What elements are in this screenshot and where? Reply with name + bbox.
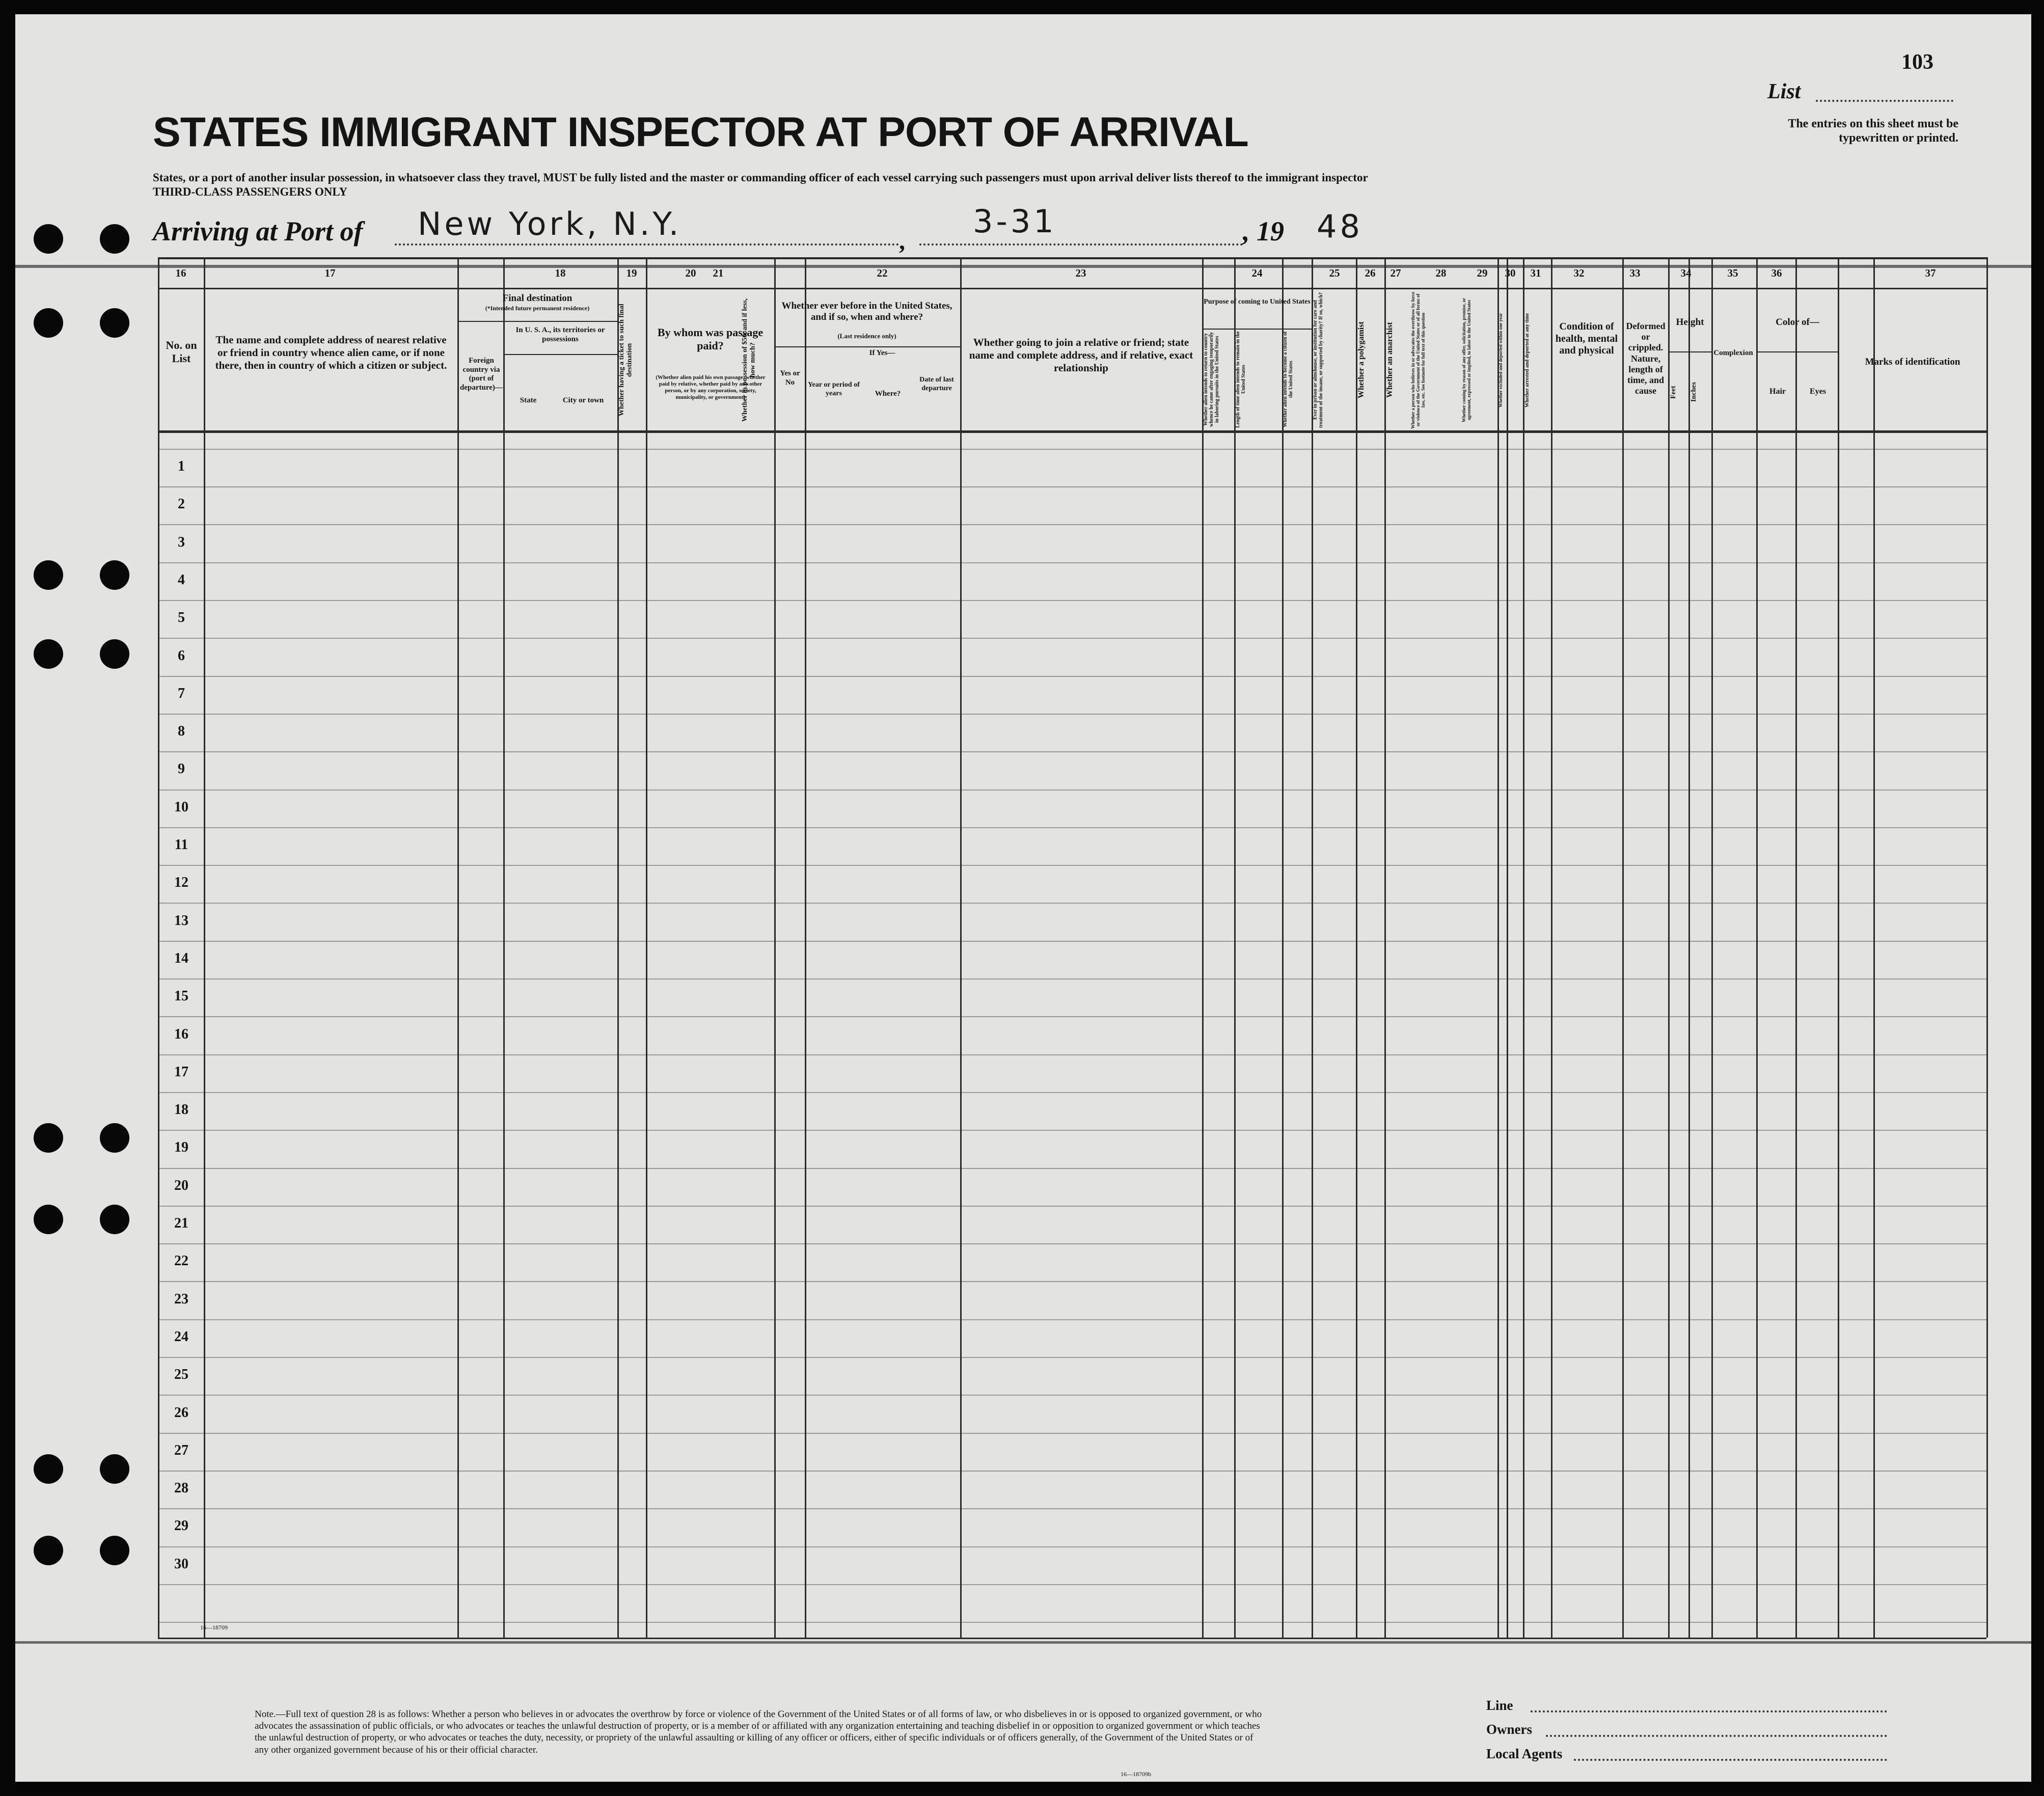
date-handwritten: 3-31	[973, 203, 1057, 240]
column-number-29: 29	[1477, 267, 1488, 279]
row-number: 30	[174, 1556, 188, 1572]
punch-hole	[34, 1454, 63, 1484]
column-number-17: 17	[324, 267, 336, 279]
class-note: THIRD-CLASS PASSENGERS ONLY	[153, 185, 348, 198]
subheader-rule	[458, 321, 617, 322]
table-row[interactable]	[205, 450, 1986, 485]
table-row[interactable]	[205, 677, 1986, 713]
header-last-residence: (Last residence only)	[837, 332, 896, 340]
column-number-28: 28	[1435, 267, 1447, 279]
header-return-intent: Whether alien intends to return to country whence he came after engaging temporarily in laboring pursuits in the United States	[1203, 332, 1220, 427]
header-final-destination-note: (*Intended future permanent residence)	[485, 305, 590, 312]
table-row[interactable]	[205, 601, 1986, 637]
header-foreign-country: Foreign country via (port of departure)—	[460, 357, 503, 392]
row-number: 17	[174, 1064, 188, 1080]
owners-field[interactable]	[1546, 1735, 1887, 1737]
header-color-of: Color of—	[1776, 317, 1819, 328]
column-number-35: 35	[1727, 267, 1738, 279]
row-number: 25	[174, 1367, 188, 1383]
table-row[interactable]	[205, 715, 1986, 750]
row-number: 26	[174, 1404, 188, 1421]
form-code: 16—18709	[200, 1624, 228, 1631]
punch-hole	[100, 639, 129, 669]
date-line	[919, 243, 1243, 246]
row-number: 29	[174, 1518, 188, 1534]
column-number-21: 21	[713, 267, 724, 279]
page-number: 103	[1901, 50, 1933, 74]
punch-hole	[100, 1536, 129, 1565]
header-ever-before-in-us: Whether ever before in the United States, and if so, when and where?	[781, 301, 952, 323]
row-number: 15	[174, 988, 188, 1004]
form-code-2: 16—18709b	[1121, 1771, 1151, 1778]
row-number: 7	[178, 685, 185, 701]
header-eyes: Eyes	[1810, 387, 1826, 396]
list-label: List	[1767, 80, 1801, 103]
column-number-33: 33	[1629, 267, 1641, 279]
table-row[interactable]	[205, 904, 1986, 939]
header-ticket: Whether having a ticket to such final destination	[618, 304, 634, 417]
row-number: 21	[174, 1215, 188, 1231]
table-row[interactable]	[205, 1055, 1986, 1091]
port-line	[395, 243, 899, 246]
table-row[interactable]	[205, 1131, 1986, 1166]
header-final-destination: Final destination	[502, 293, 573, 304]
row-number: 24	[174, 1328, 188, 1345]
header-if-yes: If Yes—	[869, 349, 895, 357]
local-agents-field-label: Local Agents	[1486, 1746, 1563, 1761]
header-feet: Feet	[1670, 386, 1677, 399]
row-number: 9	[178, 761, 185, 777]
table-row[interactable]	[205, 752, 1986, 788]
header-height: Height	[1676, 317, 1704, 328]
header-passage-paid-note: (Whether alien paid his own passage, whether paid by relative, whether paid by any other person, or by any corporation, society, municipality, or government)	[656, 374, 766, 400]
local-agents-field[interactable]	[1574, 1759, 1887, 1761]
header-yes-or-no: Yes or No	[780, 369, 800, 387]
header-where: Where?	[875, 390, 901, 398]
line-field-label: Line	[1486, 1698, 1513, 1713]
row-number: 6	[178, 647, 185, 664]
column-number-20: 20	[685, 267, 696, 279]
punch-hole	[100, 308, 129, 338]
column-number-31: 31	[1530, 267, 1541, 279]
column-number-37: 37	[1925, 267, 1936, 279]
column-rule	[158, 257, 159, 1638]
year-handwritten: 48	[1317, 208, 1363, 245]
header-fifty-dollars: Whether in possession of $50, and if less, how much?	[741, 298, 757, 422]
header-going-to-join: Whether going to join a relative or friend; state name and complete address, and if relative, exact relationship	[969, 336, 1193, 374]
row-number: 14	[174, 950, 188, 966]
punch-hole	[34, 560, 63, 590]
header-polygamist: Whether a polygamist	[1357, 321, 1366, 399]
table-row[interactable]	[205, 1472, 1986, 1507]
header-marks-of-identification: Marks of identification	[1865, 357, 1960, 367]
year-prefix: , 19	[1243, 216, 1284, 247]
table-row[interactable]	[205, 487, 1986, 523]
table-rule	[158, 1638, 1986, 1639]
table-row[interactable]	[205, 791, 1986, 826]
row-number: 23	[174, 1291, 188, 1307]
header-excluded-deported: Whether excluded and deported within one year	[1498, 313, 1503, 407]
header-inches: Inches	[1690, 382, 1698, 402]
row-number: 1	[178, 458, 185, 474]
table-row[interactable]	[205, 1282, 1986, 1318]
row-number: 18	[174, 1102, 188, 1118]
port-handwritten: New York, N.Y.	[418, 205, 682, 242]
column-rule	[1986, 257, 1988, 1638]
punch-hole	[100, 1205, 129, 1234]
column-number-22: 22	[877, 267, 888, 279]
subheader-rule	[1756, 351, 1838, 352]
column-number-30: 30	[1505, 267, 1516, 279]
column-number-34: 34	[1680, 267, 1692, 279]
header-nearest-relative: The name and complete address of nearest relative or friend in country whence alien came, or if none there, then in country of which a citizen or subject.	[215, 334, 447, 371]
column-number-24: 24	[1251, 267, 1263, 279]
punch-hole	[100, 224, 129, 254]
arriving-label: Arriving at Port of	[153, 216, 363, 247]
row-number: 27	[174, 1442, 188, 1458]
table-row[interactable]	[205, 979, 1986, 1015]
row-number: 2	[178, 496, 185, 512]
subheader-rule	[1668, 351, 1711, 352]
line-field[interactable]	[1531, 1710, 1887, 1712]
header-in-usa: In U. S. A., its territories or possessions	[515, 326, 605, 343]
table-row[interactable]	[205, 1093, 1986, 1129]
column-number-18: 18	[555, 267, 566, 279]
punch-hole	[34, 639, 63, 669]
table-row[interactable]	[205, 639, 1986, 674]
table-row[interactable]	[205, 563, 1986, 599]
row-number: 10	[174, 799, 188, 815]
row-number: 28	[174, 1480, 188, 1496]
column-number-16: 16	[175, 267, 186, 279]
table-row[interactable]	[205, 942, 1986, 977]
punch-hole	[100, 560, 129, 590]
table-row[interactable]	[205, 866, 1986, 902]
column-number-27: 27	[1390, 267, 1401, 279]
punch-hole	[34, 308, 63, 338]
row-number: 20	[174, 1177, 188, 1193]
punch-hole	[100, 1123, 129, 1153]
table-row[interactable]	[205, 1547, 1986, 1583]
row-number: 16	[174, 1026, 188, 1042]
header-deformed: Deformed or crippled. Nature, length of time, and cause	[1626, 321, 1666, 396]
table-row[interactable]	[205, 1358, 1986, 1394]
header-passage-paid: By whom was passage paid?	[657, 326, 764, 352]
punch-hole	[34, 1536, 63, 1565]
header-no-on-list: No. on List	[166, 339, 197, 365]
header-state: State	[520, 396, 537, 404]
row-number: 19	[174, 1139, 188, 1156]
header-purpose: Purpose of coming to United States	[1204, 298, 1311, 306]
punch-hole	[34, 224, 63, 254]
header-hair: Hair	[1769, 387, 1786, 396]
header-citizen-intent: Whether alien intends to become a citizen of the United States	[1283, 331, 1294, 428]
list-number-line	[1816, 100, 1953, 102]
manifest-sheet: 103 List The entries on this sheet must be typewritten or printed. STATES IMMIGRANT INSPECTOR AT PORT OF ARRIVAL States, or a port of another insular possession, in whatsoever class they travel, MUST be fully listed and the master or commanding officer of each vessel carrying such passengers must upon arrival deliver lists thereof to the immigrant inspector THIRD-CLASS PASSENGERS ONLY Arriving at Port of New York, N.Y. , 3-31 , 19 48 16 17 18 19 20 21 22 23 24 25 26 27 28 29 30 31 32 33 34 35 36 37 No. on List The name and complete address of nearest relative or friend in country whence alien came, or if none there, then in country of which a citizen or subject. Final destination (*Intended future permanent residence) Foreign country via (port of departure)— In U. S. A., its territories or possessions State City or town By whom was passage paid? (Whether alien paid his own passage, whether paid by relative, whether paid by any other person, or by any corporation, society, municipality, or government) Whether ever before in the United States, and if so, when and where? (Last residence only) Yes or No If Yes— Year or period of years Where? Date of last departure Whether going to join a relative or friend; state name and complete address, and if relative, exact relationship Purpose of coming to United States Condition of health, mental and physical Deformed or crippled. Nature, length of time, and cause Height Complexion Color of— Hair Eyes Marks of identification Whether having a ticket to such final destination Whether in possession of $50, and if less, how much? Whether alien intends to return to country whence he came after engaging temporarily in laboring pursuits in the United States Length of time alien intends to remain in the United States Whether alien intends to become a citizen of the United States Ever in prison or almshouse, or institution for care and treatment of the insane, or supported by charity? If so, which? Whether a polygamist Whether an anarchist Whether a person who believes in or advocates the overthrow by force or violence of the Government of the United States or of all forms of law, etc. See footnote for full text of this question Whether coming by reason of any offer, solicitation, promise, or agreement, expressed or implied, to labor in the United States Whether excluded and deported within one year Whether arrested and deported at any time Feet Inches 1 2 3 4 5 6 7 8 9 10 11 12 13 14 15 16 17 18 19 20 21 22 23 24 25 26 27 28 29 30 16—18709 Note.—Full text of question 28 is as follows: Whether a person who believes in or advocates the overthrow by force or violence of the Government of the United States or of all forms of law, or who disbelieves in or is opposed to organized government, or who advocates the assassination of public officials, or who advocates or teaches the unlawful destruction of property, or is a member of or affiliated with any organization entertaining and teaching disbelief in or opposition to organized government or which teaches the unlawful destruction of property, or who advocates or teaches the duty, necessity, or propriety of the unlawful assaulting or killing of any officer or officers, either of specific individuals or of officers generally, of the Government of the United States or of any other organized government because of his or their official character. 16—18709b Line Owners Local Agents	[15, 14, 2031, 1782]
header-prison-almshouse: Ever in prison or almshouse, or institution for care and treatment of the insane, or supported by charity? If so, which?	[1313, 292, 1324, 428]
table-row[interactable]	[205, 1509, 1986, 1545]
header-length-of-stay: Length of time alien intends to remain in the United States	[1235, 331, 1246, 428]
punch-hole	[100, 1454, 129, 1484]
header-arrested-deported: Whether arrested and deported at any time	[1524, 313, 1530, 407]
header-labor-offer: Whether coming by reason of any offer, solicitation, promise, or agreement, expressed or implied, to labor in the United States	[1461, 297, 1471, 423]
row-number: 12	[174, 875, 188, 891]
row-number: 3	[178, 534, 185, 550]
subheader-rule	[774, 346, 960, 347]
column-number-19: 19	[626, 267, 637, 279]
table-row[interactable]	[205, 1169, 1986, 1205]
footer-divider	[15, 1641, 2031, 1644]
header-city-or-town: City or town	[562, 396, 604, 404]
typewritten-instruction: The entries on this sheet must be typewritten or printed.	[1788, 117, 1958, 145]
column-number-23: 23	[1075, 267, 1086, 279]
table-row[interactable]	[205, 1320, 1986, 1356]
header-date-last-departure: Date of last departure	[919, 376, 954, 392]
column-number-32: 32	[1573, 267, 1585, 279]
footnote-question-28: Note.—Full text of question 28 is as follows: Whether a person who believes in or advocates the overthrow by force or violence of the Government of the United States or of all forms of law, or who disbelieves in or is opposed to organized government, or who advocates the assassination of public officials, or who advocates or teaches the unlawful destruction of property, or is a member of or affiliated with any organization entertaining and teaching disbelief in or opposition to organized government or which teaches the unlawful destruction of property, or who advocates or teaches the duty, necessity, or propriety of the unlawful assaulting or killing of any officer or officers, either of specific individuals or of officers generally, of the Government of the United States or of any other organized government because of his or their official character.	[255, 1709, 1262, 1755]
row-number: 13	[174, 912, 188, 929]
table-row[interactable]	[205, 1434, 1986, 1470]
form-title: STATES IMMIGRANT INSPECTOR AT PORT OF ARRIVAL	[153, 109, 1248, 155]
row-number: 4	[178, 572, 185, 588]
punch-hole	[34, 1205, 63, 1234]
table-row[interactable]	[205, 1207, 1986, 1242]
header-overthrow: Whether a person who believes in or advocates the overthrow by force or violence of the Government of the United States or of all forms of law, etc. See footnote for full text of this question	[1410, 291, 1426, 429]
form-subtitle: States, or a port of another insular possession, in whatsoever class they travel, MUST be fully listed and the master or commanding officer of each vessel carrying such passengers must upon arrival deliver lists thereof to the immigrant inspector	[153, 171, 1368, 184]
column-number-36: 36	[1771, 267, 1782, 279]
table-row[interactable]	[205, 1017, 1986, 1053]
header-complexion: Complexion	[1713, 349, 1753, 357]
subheader-rule	[503, 354, 617, 355]
subheader-rule	[1202, 329, 1312, 330]
header-year-or-period: Year or period of years	[808, 381, 860, 397]
punch-hole	[34, 1123, 63, 1153]
table-row[interactable]	[205, 1396, 1986, 1431]
header-anarchist: Whether an anarchist	[1385, 322, 1394, 398]
column-number-26: 26	[1365, 267, 1376, 279]
row-number: 5	[178, 610, 185, 626]
owners-field-label: Owners	[1486, 1722, 1532, 1737]
header-condition-health: Condition of health, mental and physical	[1555, 321, 1618, 357]
table-row[interactable]	[205, 828, 1986, 864]
row-number: 22	[174, 1253, 188, 1269]
table-row[interactable]	[205, 525, 1986, 561]
row-number: 11	[174, 837, 188, 853]
table-row[interactable]	[205, 1244, 1986, 1280]
row-number: 8	[178, 723, 185, 740]
column-number-25: 25	[1329, 267, 1340, 279]
